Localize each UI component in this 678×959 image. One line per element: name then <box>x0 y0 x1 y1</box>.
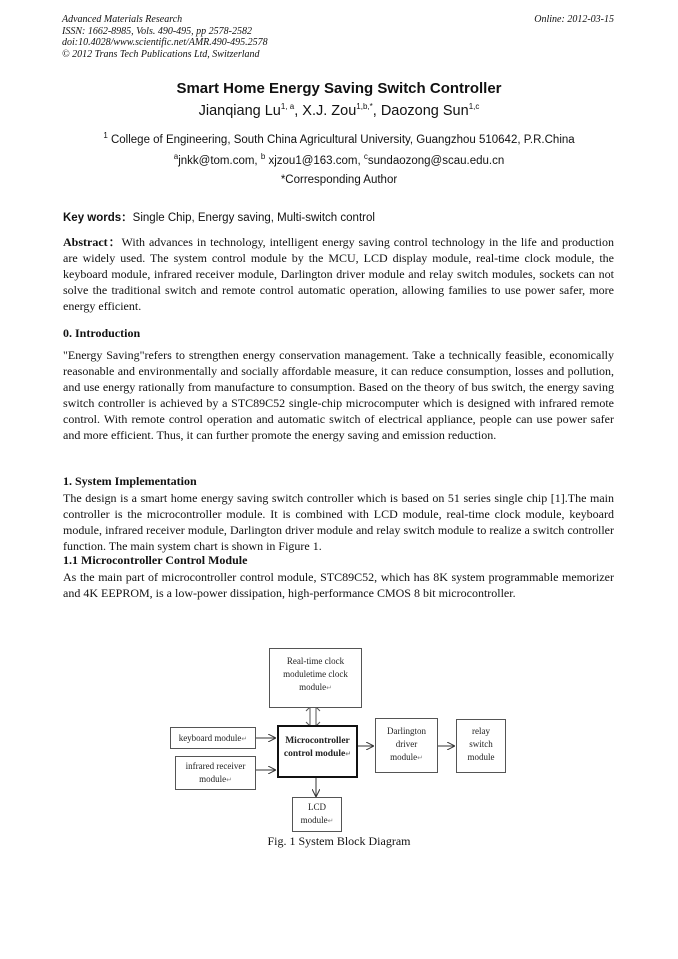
return-mark-icon: ↵ <box>345 750 352 758</box>
issn-line: ISSN: 1662-8985, Vols. 490-495, pp 2578-2582 <box>62 25 252 37</box>
block-label: module <box>300 815 328 825</box>
return-mark-icon: ↵ <box>241 735 248 743</box>
system-text: The design is a smart home energy saving switch controller which is based on 51 series single chip [1].The main controller is the microcontroller module. It is combined with LCD module, real-time clock module, keyboard module, infrared receiver module, Darlington driver module and relay switch module to realize a switch controller function. The main system chart is shown in Figure 1. <box>63 491 614 553</box>
affiliation-sup: 1 <box>103 131 108 140</box>
affiliation-text: College of Engineering, South China Agricultural University, Guangzhou 510642, P.R.China <box>110 133 575 146</box>
block-label: moduletime clock <box>283 669 348 679</box>
email-link[interactable]: sundaozong@scau.edu.cn <box>367 154 505 167</box>
infrared-module-block <box>175 756 256 790</box>
block-label: module <box>467 752 495 762</box>
block-label: relay <box>472 726 490 736</box>
email-sup: c <box>363 152 368 161</box>
author-sup: 1,c <box>468 102 480 111</box>
relay-module-block <box>456 719 506 773</box>
return-mark-icon: ↵ <box>327 817 334 825</box>
darlington-module-block <box>375 718 438 773</box>
rtc-module-block <box>269 648 362 708</box>
block-label: module <box>390 752 418 762</box>
mcu-module-block <box>277 725 358 778</box>
author-name: X.J. Zou <box>302 102 357 119</box>
email-link[interactable]: xjzou1@163.com <box>268 154 358 167</box>
paper-title: Smart Home Energy Saving Switch Controller <box>176 80 502 97</box>
email-list: $^a$jnkk@tom.com, $^b$ xjzou1@163.com, $^c$sundaozong@scau.edu.cn <box>173 152 505 167</box>
return-mark-icon: ↵ <box>226 776 232 784</box>
author-name: Daozong Sun <box>380 102 469 119</box>
abstract-text: With advances in technology, intelligent energy saving control technology in the life and production are widely used. The system control module by the MCU, LCD display module, real-time clock module, the keyboard module, infrared receiver module, Darlington driver module and relay switch modules, sockets can not solve the traditional switch and remote control automatic operation, allowing families to use power safer, more energy efficient. <box>63 235 614 313</box>
corresponding-note: *Corresponding Author <box>280 174 398 186</box>
block-label: LCD <box>308 802 326 812</box>
block-label: keyboard module <box>178 733 242 743</box>
intro-heading: 0. Introduction <box>63 326 141 340</box>
mcu-text: As the main part of microcontroller control module, STC89C52, which has 8K system programmable memorizer and 4K EEPROM, is a low-power dissipation, high-performance CMOS 8 bit microcontroller. <box>63 570 614 600</box>
keyboard-module-block <box>170 727 256 749</box>
block-label: module <box>199 774 227 784</box>
block-label: driver <box>395 739 418 749</box>
journal-name: Advanced Materials Research <box>62 14 183 25</box>
keywords-label: Key words： <box>63 212 133 224</box>
block-label: switch <box>469 739 493 749</box>
abstract-label: Abstract： <box>63 235 122 249</box>
return-mark-icon: ↵ <box>326 684 332 692</box>
intro-text: "Energy Saving"refers to strengthen energy conservation management. Take a technically feasible, economically reasonable and environmentally and socially affordable measure, it can reduce consumption, losses and pollution, and use energy rationally from manufacture to consumption. Based on the theory of bus switch, the energy saving switch controller is achieved by a STC89C52 single-chip microcomputer which is designed with infrared remote control. With remote control operation and automatic switch of electrical appliance, people can use power safer and more efficient. Thus, it can further promote the energy saving and emission reduction. <box>63 348 614 442</box>
figure-caption: Fig. 1 System Block Diagram <box>267 834 411 848</box>
block-label: Microcontroller <box>285 736 350 746</box>
block-label: infrared receiver <box>185 761 246 771</box>
email-link[interactable]: jnkk@tom.com <box>178 154 255 167</box>
keywords-text: Single Chip, Energy saving, Multi-switch control <box>132 212 375 224</box>
lcd-module-block <box>292 797 342 832</box>
doi-line: doi:10.4028/www.scientific.net/AMR.490-495.2578 <box>62 37 268 48</box>
author-list: Jianqiang Lu$^{1, a}$, X.J. Zou$^{1,b,*}$, Daozong Sun$^{1,c}$ <box>198 102 480 119</box>
return-mark-icon: ↵ <box>417 754 423 762</box>
online-date: Online: 2012-03-15 <box>534 14 614 25</box>
system-heading: 1. System Implementation <box>63 474 197 488</box>
author-sup: 1,b,* <box>356 102 373 111</box>
block-label: Real-time clock <box>286 656 345 666</box>
block-label: control module <box>283 749 346 759</box>
email-sup: b <box>260 152 266 161</box>
author-sup: 1, a <box>280 102 295 111</box>
email-sup: a <box>173 152 179 161</box>
mcu-heading: 1.1 Microcontroller Control Module <box>63 553 248 567</box>
block-label: Darlington <box>387 726 426 736</box>
copyright-line: © 2012 Trans Tech Publications Ltd, Switzerland <box>62 48 260 60</box>
block-label: module <box>299 682 327 692</box>
author-name: Jianqiang Lu <box>198 102 281 119</box>
